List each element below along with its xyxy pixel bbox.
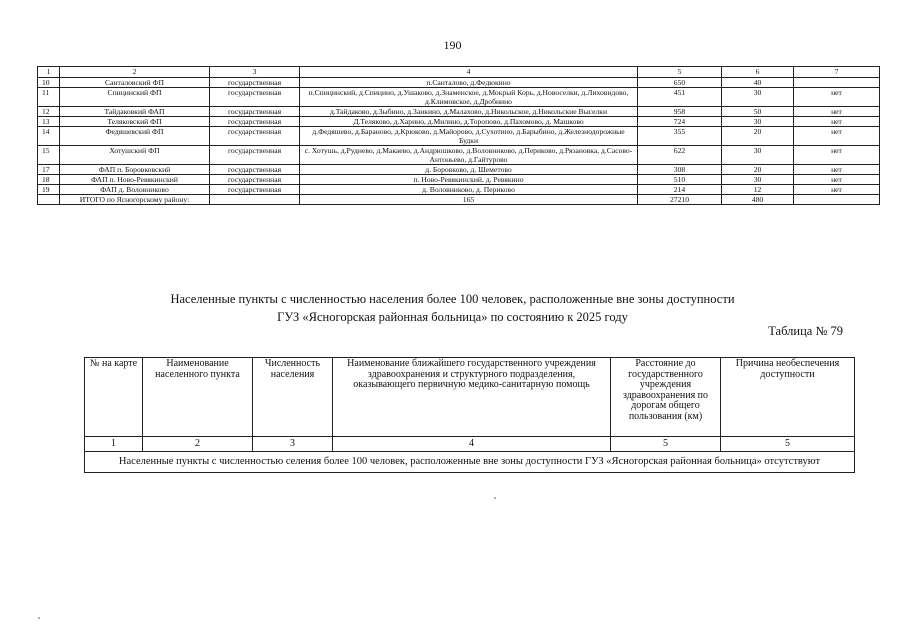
capacity: 50	[722, 107, 794, 117]
served-settlements: Д.Теляково, д.Харино, д.Милино, д.Торопово, д.Пахомово, д. Машково	[300, 117, 638, 127]
col-header-population: Численность населения	[253, 358, 333, 437]
out-of-reach-settlements-table	[84, 357, 855, 473]
facility-name: Хотушский ФП	[60, 146, 210, 165]
none-found-row	[85, 452, 855, 473]
extra-value	[794, 78, 880, 88]
ownership-type: государственная	[210, 185, 300, 195]
facilities-header-row	[38, 67, 880, 78]
served-settlements: п.Санталово, д.Федюкино	[300, 78, 638, 88]
total-label: ИТОГО по Ясногорскому району:	[60, 195, 210, 205]
header-cell: 2	[60, 67, 210, 78]
header-cell: 6	[722, 67, 794, 78]
column-number: 3	[253, 437, 333, 452]
capacity: 20	[722, 127, 794, 146]
ownership-type: государственная	[210, 146, 300, 165]
capacity: 12	[722, 185, 794, 195]
facility-name: ФАП п. Боровковский	[60, 165, 210, 175]
section-heading	[0, 290, 905, 326]
column-number: 5	[721, 437, 855, 452]
table-number-label: Таблица № 79	[768, 324, 843, 338]
col-header-settlement-name: Наименование населенного пункта	[143, 358, 253, 437]
row-number: 17	[38, 165, 60, 175]
table-row	[38, 146, 880, 165]
column-number-row	[85, 437, 855, 452]
out-of-reach-header-row	[85, 358, 855, 437]
col-header-reason: Причина необеспечения доступности	[721, 358, 855, 437]
row-number: 13	[38, 117, 60, 127]
row-number: 11	[38, 88, 60, 107]
scan-speck	[38, 617, 40, 619]
none-found-note: Населенные пункты с численностью селения более 100 человек, расположенные вне зоны доступности ГУЗ «Ясногорская районная больница» отсутствуют	[85, 452, 855, 473]
capacity: 30	[722, 146, 794, 165]
capacity: 30	[722, 175, 794, 185]
header-cell: 7	[794, 67, 880, 78]
population: 451	[638, 88, 722, 107]
extra-value: нет	[794, 117, 880, 127]
ownership-type: государственная	[210, 107, 300, 117]
row-number: 15	[38, 146, 60, 165]
header-cell: 4	[300, 67, 638, 78]
extra-value: нет	[794, 185, 880, 195]
row-number: 10	[38, 78, 60, 88]
column-number: 5	[611, 437, 721, 452]
heading-line-2: ГУЗ «Ясногорская районная больница» по состоянию к 2025 году	[277, 310, 628, 324]
facility-name: Федяшевский ФП	[60, 127, 210, 146]
population: 622	[638, 146, 722, 165]
header-cell: 3	[210, 67, 300, 78]
served-settlements: д.Федяшево, д.Бараново, д.Крюково, д.Майорово, д.Сухотино, д.Барыбино, д.Железнодорожные Будки	[300, 127, 638, 146]
served-settlements: с. Хотушь, д.Руднево, д.Макаево, д.Андрюшково, д.Воловниково, д.Периково, д.Рязановка, д.Сасово-Антоньево, д.Гайтурово	[300, 146, 638, 165]
served-settlements: п.Спицинский, д.Спицино, д.Ушаково, д.Знаменское, д.Мокрый Корь, д.Новоселки, д.Лиховидово, д.Климовское, д.Дробнино	[300, 88, 638, 107]
population: 355	[638, 127, 722, 146]
ownership-type: государственная	[210, 88, 300, 107]
col-header-distance: Расстояние до государственного учреждения здравоохранения по дорогам общего пользования (км)	[611, 358, 721, 437]
extra-value: нет	[794, 165, 880, 175]
header-cell: 1	[38, 67, 60, 78]
ownership-type: государственная	[210, 175, 300, 185]
table-row	[38, 78, 880, 88]
extra-value: нет	[794, 146, 880, 165]
table-row	[38, 127, 880, 146]
table-row	[38, 175, 880, 185]
total-blank	[794, 195, 880, 205]
total-settlements: 165	[300, 195, 638, 205]
capacity: 30	[722, 117, 794, 127]
row-number: 14	[38, 127, 60, 146]
facility-name: ФАП п. Ново-Ревякинский	[60, 175, 210, 185]
population: 308	[638, 165, 722, 175]
page-number: 190	[443, 38, 462, 52]
heading-line-1: Населенные пункты с численностью населения более 100 человек, расположенные вне зоны доступности	[170, 292, 735, 306]
column-number: 4	[333, 437, 611, 452]
population: 958	[638, 107, 722, 117]
capacity: 40	[722, 78, 794, 88]
col-header-map-number: № на карте	[85, 358, 143, 437]
served-settlements: д. Боровково, д. Шеметово	[300, 165, 638, 175]
facility-name: ФАП д. Воловниково	[60, 185, 210, 195]
capacity: 30	[722, 88, 794, 107]
total-blank	[210, 195, 300, 205]
column-number: 1	[85, 437, 143, 452]
extra-value: нет	[794, 88, 880, 107]
facilities-table	[37, 66, 880, 205]
header-cell: 5	[638, 67, 722, 78]
ownership-type: государственная	[210, 127, 300, 146]
facility-name: Спицинский ФП	[60, 88, 210, 107]
served-settlements: п. Ново-Ревякинский, д. Ревякино	[300, 175, 638, 185]
population: 214	[638, 185, 722, 195]
population: 510	[638, 175, 722, 185]
row-number: 12	[38, 107, 60, 117]
total-blank	[38, 195, 60, 205]
extra-value: нет	[794, 127, 880, 146]
ownership-type: государственная	[210, 78, 300, 88]
ownership-type: государственная	[210, 117, 300, 127]
capacity: 20	[722, 165, 794, 175]
column-number: 2	[143, 437, 253, 452]
ownership-type: государственная	[210, 165, 300, 175]
population: 724	[638, 117, 722, 127]
table-row	[38, 88, 880, 107]
total-population: 27210	[638, 195, 722, 205]
served-settlements: д.Тайдаково, д.Зыбино, д.Заикино, д.Малахово, д.Никольское, д.Никольские Выселки	[300, 107, 638, 117]
row-number: 19	[38, 185, 60, 195]
extra-value: нет	[794, 175, 880, 185]
table-row	[38, 117, 880, 127]
facility-name: Тайдаковкий ФАП	[60, 107, 210, 117]
facility-name: Теляковский ФП	[60, 117, 210, 127]
table-row	[38, 165, 880, 175]
table-row	[38, 107, 880, 117]
col-header-nearest-facility: Наименование ближайшего государственного учреждения здравоохранения и структурного подразделения, оказывающего первичную медико-санитарную помощь	[333, 358, 611, 437]
population: 650	[638, 78, 722, 88]
served-settlements: д. Воловниково, д. Периково	[300, 185, 638, 195]
total-capacity: 480	[722, 195, 794, 205]
table-row	[38, 185, 880, 195]
facility-name: Санталовский ФП	[60, 78, 210, 88]
row-number: 18	[38, 175, 60, 185]
extra-value: нет	[794, 107, 880, 117]
total-row	[38, 195, 880, 205]
scan-speck	[494, 497, 496, 499]
